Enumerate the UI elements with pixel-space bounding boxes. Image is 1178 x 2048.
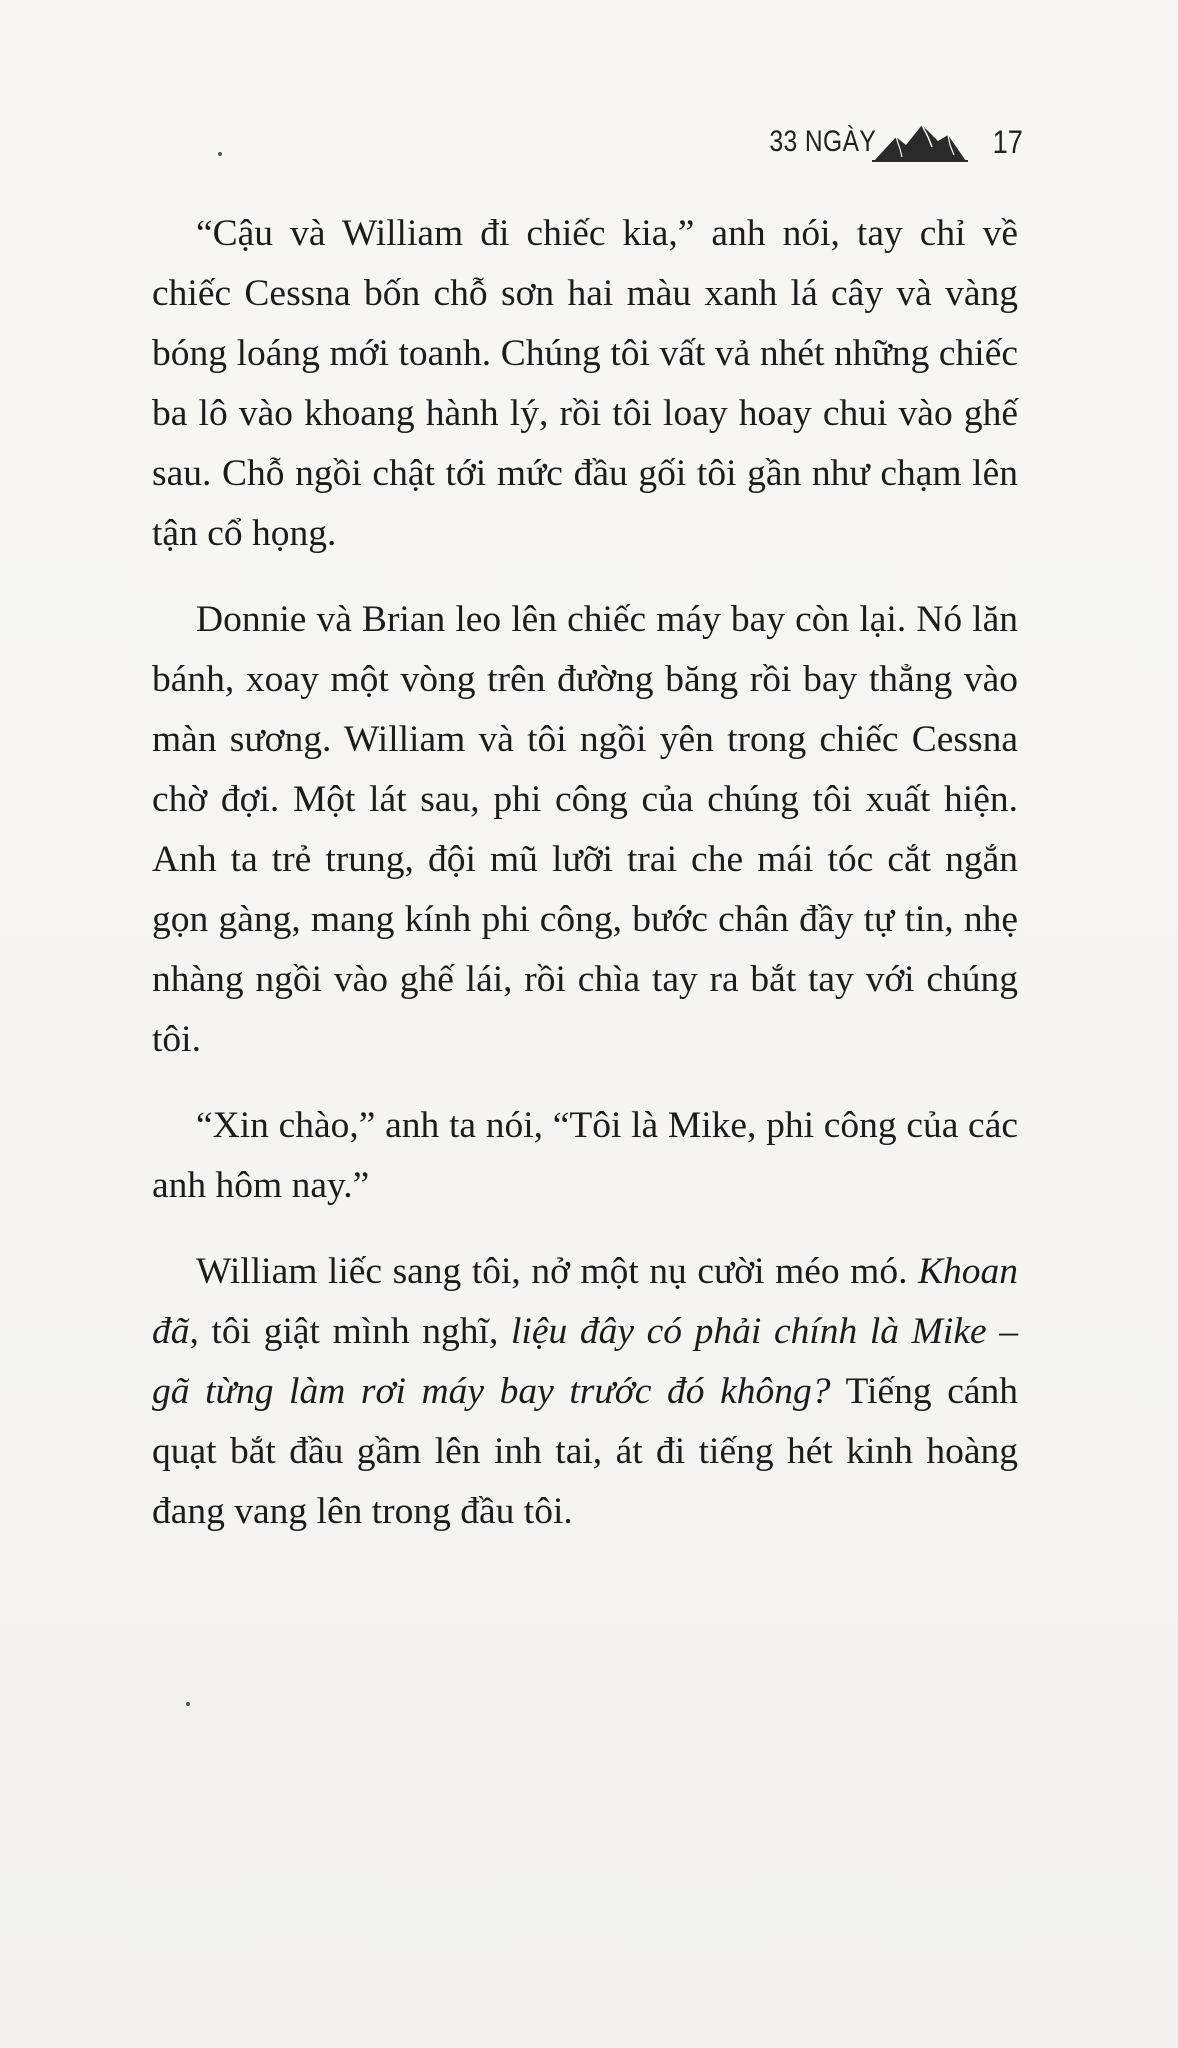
paragraph: [152, 1242, 1018, 1542]
italic-thought: liệu đây có phải chính là Mike – gã từng làm rơi máy bay trước đó không?: [152, 1311, 1019, 1412]
page-number: 17: [993, 123, 1024, 160]
italic-thought: Khoan đã: [152, 1251, 1018, 1352]
paper-speck: [218, 152, 222, 156]
paragraph: “Xin chào,” anh ta nói, “Tôi là Mike, phi công của các anh hôm nay.”: [152, 1105, 1018, 1206]
text-run: Tiếng cánh quạt bắt đầu gầm lên inh tai, át đi tiếng hét kinh hoàng đang vang lên trong đầu tôi.: [152, 1371, 1018, 1532]
chapter-text: [152, 204, 1018, 1542]
paragraph: Donnie và Brian leo lên chiếc máy bay còn lại. Nó lăn bánh, xoay một vòng trên đường băng rồi bay thẳng vào màn sương. William và tôi ngồi yên trong chiếc Cessna chờ đợi. Một lát sau, phi công của chúng tôi xuất hiện. Anh ta trẻ trung, đội mũ lưỡi trai che mái tóc cắt ngắn gọn gàng, mang kính phi công, bước chân đầy tự tin, nhẹ nhàng ngồi vào ghế lái, rồi chìa tay ra bắt tay với chúng tôi.: [152, 599, 1018, 1060]
text-run: , tôi giật mình nghĩ,: [189, 1311, 511, 1352]
book-title: 33 NGÀY: [769, 125, 877, 158]
paragraph: “Cậu và William đi chiếc kia,” anh nói, tay chỉ về chiếc Cessna bốn chỗ sơn hai màu xanh lá cây và vàng bóng loáng mới toanh. Chúng tôi vất vả nhét những chiếc ba lô vào khoang hành lý, rồi tôi loay hoay chui vào ghế sau. Chỗ ngồi chật tới mức đầu gối tôi gần như chạm lên tận cổ họng.: [152, 213, 1018, 554]
running-header: [746, 112, 1026, 172]
paper-speck: [186, 1702, 190, 1706]
mountain-icon: [872, 117, 968, 167]
text-run: William liếc sang tôi, nở một nụ cười méo mó.: [196, 1251, 918, 1292]
